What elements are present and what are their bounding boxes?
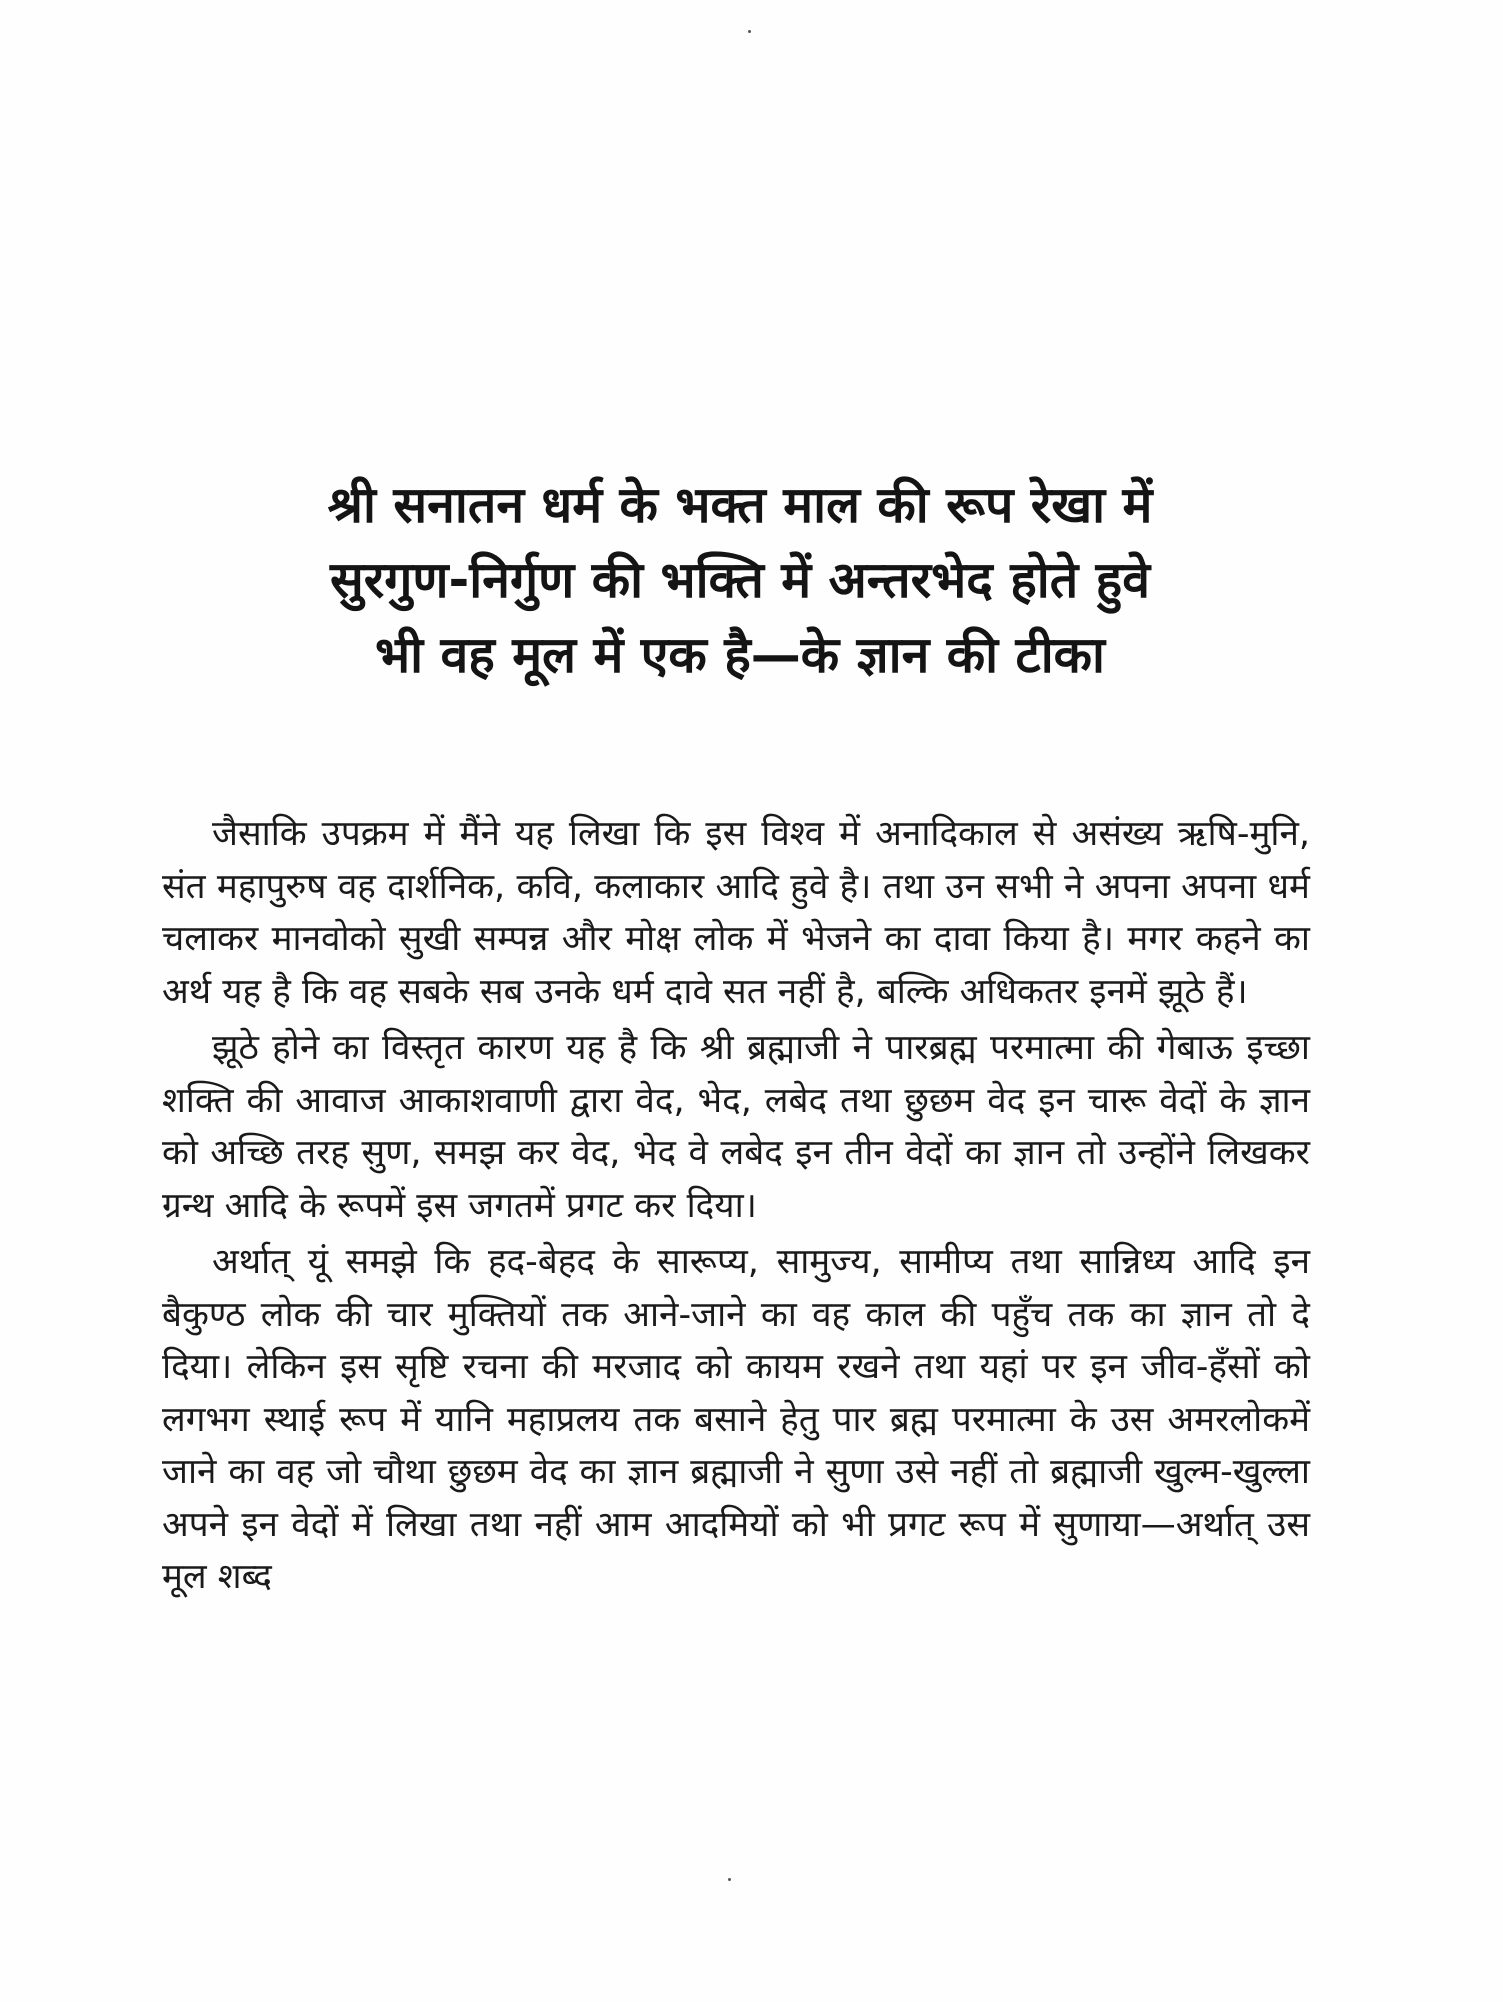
- scan-speck: [728, 1878, 731, 1881]
- paragraph-1: जैसाकि उपक्रम में मैंने यह लिखा कि इस विश्व में अनादिकाल से असंख्य ऋषि-मुनि, संत महापुरुष वह दार्शनिक, कवि, कलाकार आदि हुवे है। तथा उन सभी ने अपना अपना धर्म चलाकर मानवोको सुखी सम्पन्न और मोक्ष लोक में भेजने का दावा किया है। मगर कहने का अर्थ यह है कि वह सबके सब उनके धर्म दावे सत नहीं है, बल्कि अधिकतर इनमें झूठे हैं।: [162, 814, 1310, 1012]
- title-line-2: सुरगुण-निर्गुण की भक्ति में अन्तरभेद होते हुवे: [330, 551, 1150, 609]
- scan-speck: [748, 30, 751, 33]
- title-line-1: श्री सनातन धर्म के भक्त माल की रूप रेखा में: [327, 476, 1153, 534]
- chapter-title: [160, 468, 1320, 693]
- paragraph-2: झूठे होने का विस्तृत कारण यह है कि श्री ब्रह्माजी ने पारब्रह्म परमात्मा की गेबाऊ इच्छा शक्ति की आवाज आकाशवाणी द्वारा वेद, भेद, लबेद तथा छुछम वेद इन चारू वेदों के ज्ञान को अच्छि तरह सुण, समझ कर वेद, भेद वे लबेद इन तीन वेदों का ज्ञान तो उन्होंने लिखकर ग्रन्थ आदि के रूपमें इस जगतमें प्रगट कर दिया।: [162, 1028, 1310, 1226]
- title-line-3: भी वह मूल में एक है—के ज्ञान की टीका: [374, 626, 1105, 684]
- paragraph-3: अर्थात् यूं समझे कि हद-बेहद के सारूप्य, सामुज्य, सामीप्य तथा सान्निध्य आदि इन बैकुण्ठ लोक की चार मुक्तियों तक आने-जाने का वह काल की पहुँच तक का ज्ञान तो दे दिया। लेकिन इस सृष्टि रचना की मरजाद को कायम रखने तथा यहां पर इन जीव-हँसों को लगभग स्थाई रूप में यानि महाप्रलय तक बसाने हेतु पार ब्रह्म परमात्मा के उस अमरलोकमें जाने का वह जो चौथा छुछम वेद का ज्ञान ब्रह्माजी ने सुणा उसे नहीं तो ब्रह्माजी खुल्म-खुल्ला अपने इन वेदों में लिखा तथा नहीं आम आदमियों को भी प्रगट रूप में सुणाया—अर्थात् उस मूल शब्द: [162, 1242, 1310, 1597]
- body-text: [162, 808, 1310, 1608]
